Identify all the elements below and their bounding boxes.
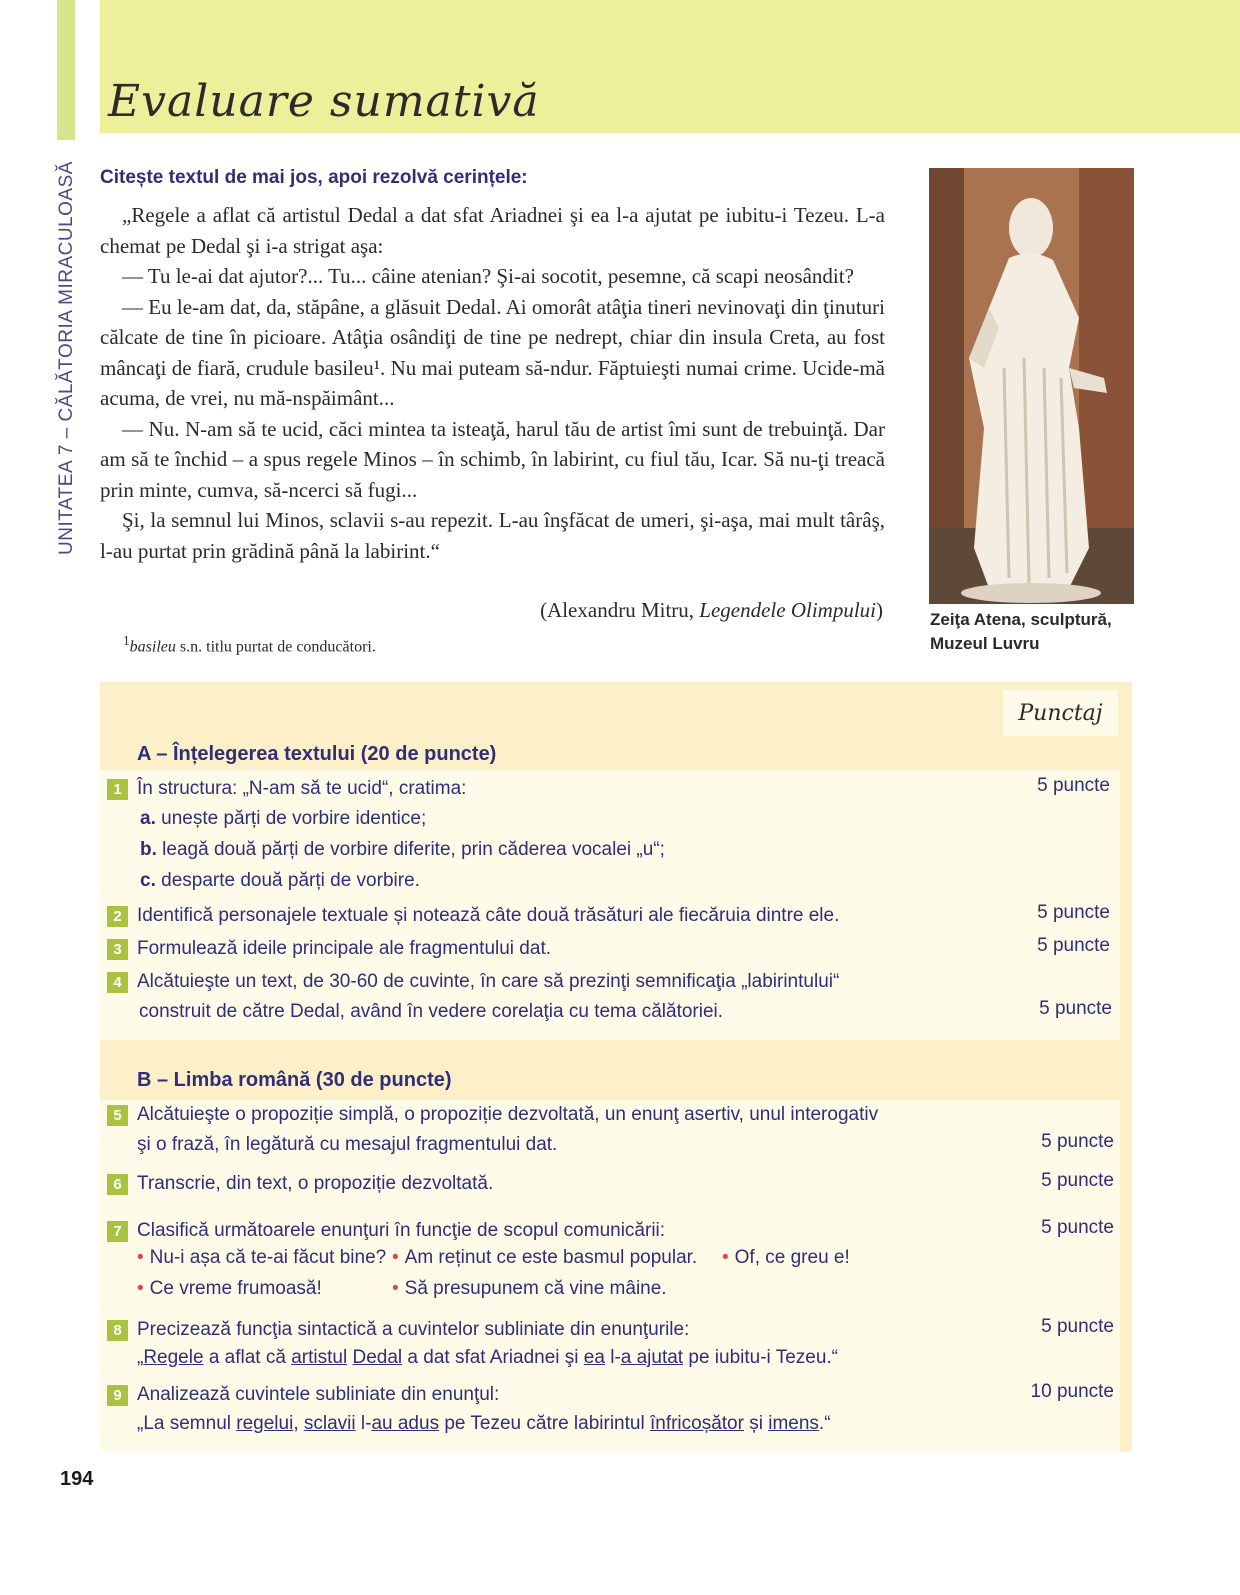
task-6-points: 5 puncte <box>1041 1170 1114 1191</box>
page-title: Evaluare sumativă <box>108 76 540 127</box>
task-7-sentence: • Nu-i așa că te-ai făcut bine? <box>137 1247 387 1268</box>
task-2-points: 5 puncte <box>1037 902 1110 923</box>
side-accent-bar <box>57 0 75 140</box>
unit-label: UNITATEA 7 – CĂLĂTORIA MIRACULOASĂ <box>56 161 77 555</box>
task-6-text: Transcrie, din text, o propoziție dezvoltată. <box>137 1173 494 1194</box>
image-caption: Zeiţa Atena, sculptură, Muzeul Luvru <box>930 610 1112 653</box>
task-number: 9 <box>107 1385 128 1406</box>
task-2-text: Identifică personajele textuale și notează câte două trăsături ale fiecăruia dintre ele. <box>137 905 840 926</box>
punctaj-label: Punctaj <box>1003 690 1118 736</box>
task-7-sentence: • Să presupunem că vine mâine. <box>392 1278 667 1299</box>
task-number: 3 <box>107 939 128 960</box>
task-1-option-c: c. desparte două părți de vorbire. <box>140 870 420 891</box>
task-5-text: Alcătuieşte o propoziție simplă, o propoziție dezvoltată, un enunţ asertiv, unul interogativ <box>137 1104 879 1125</box>
task-5-text-cont: şi o frază, în legătură cu mesajul fragmentului dat. <box>137 1134 558 1155</box>
task-number: 2 <box>107 906 128 927</box>
task-number: 1 <box>107 779 128 800</box>
task-number: 7 <box>107 1221 128 1242</box>
reading-instruction: Citește textul de mai jos, apoi rezolvă cerințele: <box>100 167 528 188</box>
story-paragraph: Şi, la semnul lui Minos, sclavii s-au repezit. L-au înşfăcat de umeri, şi-aşa, mai mult târâş, l-au purtat prin grădină până la labirint.“ <box>100 508 885 563</box>
task-9-points: 10 puncte <box>1030 1381 1114 1402</box>
footnote: $^1$basileu s.n. titlu purtat de conducători. <box>123 633 376 656</box>
task-1-text: În structura: „N-am să te ucid“, cratima: <box>137 778 467 799</box>
task-7-sentence: • Of, ce greu e! <box>722 1247 850 1268</box>
task-7-text: Clasifică următoarele enunţuri în funcţie de scopul comunicării: <box>137 1220 666 1241</box>
task-number: 6 <box>107 1174 128 1195</box>
story-paragraph: — Tu le-ai dat ajutor?... Tu... câine atenian? Şi-ai socotit, pesemne, că scapi neosândit? <box>122 264 854 288</box>
task-7-sentence: • Ce vreme frumoasă! <box>137 1278 322 1299</box>
story-paragraph: — Eu le-am dat, da, stăpâne, a glăsuit Dedal. Ai omorât atâţia tineri nevinovaţi din ţinuturi călcate de tine în picioare. Atâţia osândiţi de tine pe nedrept, chiar din insula Creta, au fost mâncaţi de fiară, crudule basileu¹. Nu mai puteam să-ndur. Făptuieşti numai crime. Ucide-mă acuma, de vrei, nu mă-nspăimânt... <box>100 294 885 410</box>
task-1-option-a: a. unește părți de vorbire identice; <box>140 808 427 829</box>
task-3-text: Formulează ideile principale ale fragmentului dat. <box>137 938 552 959</box>
task-number: 4 <box>107 972 128 993</box>
task-number: 5 <box>107 1105 128 1126</box>
section-b-title: B – Limba română (30 de puncte) <box>137 1069 452 1091</box>
task-number: 8 <box>107 1320 128 1341</box>
task-4-points: 5 puncte <box>1039 998 1112 1019</box>
story-paragraph: „Regele a aflat că artistul Dedal a dat sfat Ariadnei şi ea l-a ajutat pe iubitu-i Tezeu. L-a chemat pe Dedal şi i-a strigat aşa: <box>100 203 885 258</box>
task-4-text: Alcătuieşte un text, de 30-60 de cuvinte, în care să prezinţi semnificaţia „labirintului“ <box>137 971 840 992</box>
story-source: (Alexandru Mitru, Legendele Olimpului) <box>540 598 883 622</box>
task-7-points: 5 puncte <box>1041 1217 1114 1238</box>
task-8-sentence: „Regele a aflat că artistul Dedal a dat sfat Ariadnei şi ea l-a ajutat pe iubitu-i Tezeu.“ <box>137 1347 838 1368</box>
story-paragraph: — Nu. N-am să te ucid, căci mintea ta isteaţă, harul tău de artist îmi sunt de trebuinţă. Dar am să te închid – a spus regele Minos – în schimb, în labirint, cu fiul tău, Icar. Să nu-ţi treacă prin minte, cumva, să-ncerci să fugi... <box>100 416 885 502</box>
task-3-points: 5 puncte <box>1037 935 1110 956</box>
task-7-sentence: • Am reținut ce este basmul popular. <box>392 1247 698 1268</box>
task-1-option-b: b. leagă două părți de vorbire diferite, prin căderea vocalei „u“; <box>140 839 665 860</box>
task-5-points: 5 puncte <box>1041 1131 1114 1152</box>
section-a-title: A – Înțelegerea textului (20 de puncte) <box>137 743 497 765</box>
task-1-points: 5 puncte <box>1037 775 1110 796</box>
athena-statue-image <box>929 168 1134 604</box>
story-text <box>100 200 885 566</box>
task-8-points: 5 puncte <box>1041 1316 1114 1337</box>
task-8-text: Precizează funcţia sintactică a cuvintelor subliniate din enunţurile: <box>137 1319 690 1340</box>
task-9-text: Analizează cuvintele subliniate din enunţul: <box>137 1384 500 1405</box>
task-9-sentence: „La semnul regelui, sclavii l-au adus pe Tezeu către labirintul înfricoșător și imens.“ <box>137 1413 831 1434</box>
page-number: 194 <box>60 1468 94 1490</box>
task-4-text-cont: construit de către Dedal, având în vedere corelaţia cu tema călătoriei. <box>139 1001 724 1022</box>
